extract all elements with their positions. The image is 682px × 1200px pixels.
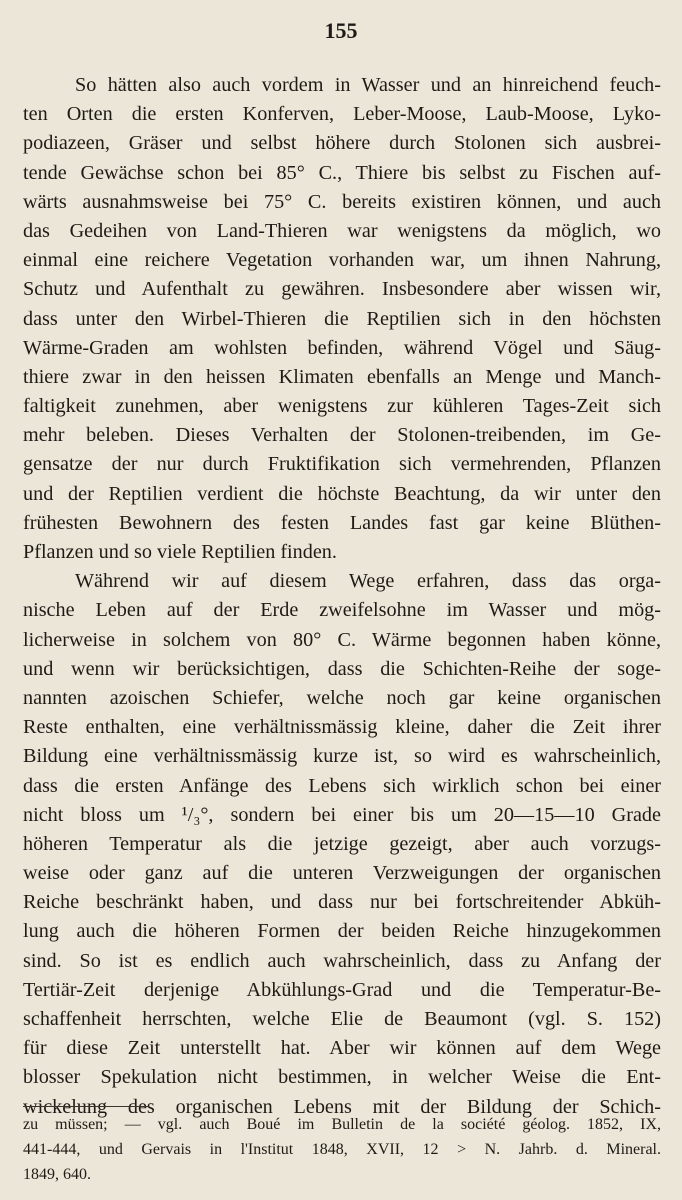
text-line: thiere zwar in den heissen Klimaten ebenfalls an Menge und Manch- (23, 365, 661, 388)
text-line: frühesten Bewohnern des festen Landes fast gar keine Blüthen- (23, 511, 661, 534)
text-line: nannten azoischen Schiefer, welche noch gar keine organischen (23, 686, 661, 709)
text-line: Pflanzen und so viele Reptilien finden. (23, 541, 337, 563)
text-line: Tertiär-Zeit derjenige Abkühlungs-Grad und die Temperatur-Be- (23, 978, 661, 1001)
text-line: wickelung des organischen Lebens mit der Bildung der Schich- (23, 1095, 661, 1118)
text-line: nische Leben auf der Erde zweifelsohne im Wasser und mög- (23, 599, 661, 622)
text-line: licherweise in solchem von 80° C. Wärme begonnen haben könne, (23, 628, 661, 651)
text-line: Wärme-Graden am wohlsten befinden, während Vögel und Säug- (23, 336, 661, 359)
text-line: und wenn wir berücksichtigen, dass die Schichten-Reihe der soge- (23, 657, 661, 680)
footnote-line: 1849, 640. (23, 1166, 91, 1183)
text-line: Schutz und Aufenthalt zu gewähren. Insbesondere aber wissen wir, (23, 278, 661, 301)
text-line: schaffenheit herrschten, welche Elie de Beaumont (vgl. S. 152) (23, 1008, 661, 1030)
text-line: dass unter den Wirbel-Thieren die Reptilien sich in den höchsten (23, 307, 661, 330)
text-line: dass die ersten Anfänge des Lebens sich wirklich schon bei einer (23, 774, 661, 797)
text-line: höheren Temperatur als die jetzige gezeigt, aber auch vorzugs- (23, 832, 661, 855)
footnote-rule (23, 1106, 149, 1107)
footnote-line: 441-444, und Gervais in l'Institut 1848, XVII, 12 > N. Jahrb. d. Mineral. (23, 1141, 661, 1158)
text-line: weise oder ganz auf die unteren Verzweigungen der organischen (23, 862, 661, 885)
text-line: Während wir auf diesem Wege erfahren, dass das orga- (75, 570, 661, 593)
text-line: und der Reptilien verdient die höchste Beachtung, da wir unter den (23, 482, 661, 505)
text-line: ten Orten die ersten Konferven, Leber-Moose, Laub-Moose, Lyko- (23, 103, 661, 126)
text-line: mehr beleben. Dieses Verhalten der Stolonen-treibenden, im Ge- (23, 424, 661, 447)
text-line: Reste enthalten, eine verhältnissmässig kleine, daher die Zeit ihrer (23, 716, 661, 739)
text-line: das Gedeihen von Land-Thieren war wenigstens da möglich, wo (23, 219, 661, 242)
text-line: lung auch die höheren Formen der beiden Reiche hinzugekommen (23, 920, 661, 943)
text-line: Bildung eine verhältnissmässig kurze ist, so wird es wahrscheinlich, (23, 745, 661, 768)
body-text (23, 71, 661, 1122)
text-line: einmal eine reichere Vegetation vorhanden war, um ihnen Nahrung, (23, 249, 661, 272)
text-line: Reiche beschränkt haben, und dass nur bei fortschreitender Abküh- (23, 891, 661, 914)
text-line: So hätten also auch vordem in Wasser und an hinreichend feuch- (75, 74, 661, 96)
text-line: wärts ausnahmsweise bei 75° C. bereits existiren können, und auch (23, 190, 661, 213)
page-number: 155 (324, 18, 358, 43)
footnote (23, 1112, 661, 1187)
text-line: blosser Spekulation nicht bestimmen, in welcher Weise die Ent- (23, 1066, 661, 1089)
text-line: sind. So ist es endlich auch wahrscheinlich, dass zu Anfang der (23, 949, 661, 972)
text-line: tende Gewächse schon bei 85° C., Thiere bis selbst zu Fischen auf- (23, 161, 661, 184)
text-line: podiazeen, Gräser und selbst höhere durch Stolonen sich ausbrei- (23, 132, 661, 155)
text-line: nicht bloss um ¹/₃°, sondern bei einer bis um 20—15—10 Grade (23, 803, 661, 826)
text-line: gensatze der nur durch Fruktifikation sich vermehrenden, Pflanzen (23, 453, 661, 476)
text-line: für diese Zeit unterstellt hat. Aber wir können auf dem Wege (23, 1037, 661, 1060)
text-line: faltigkeit zunehmen, aber wenigstens zur kühleren Tages-Zeit sich (23, 395, 661, 418)
footnote-line: zu müssen; — vgl. auch Boué im Bulletin de la société géolog. 1852, IX, (23, 1116, 661, 1133)
